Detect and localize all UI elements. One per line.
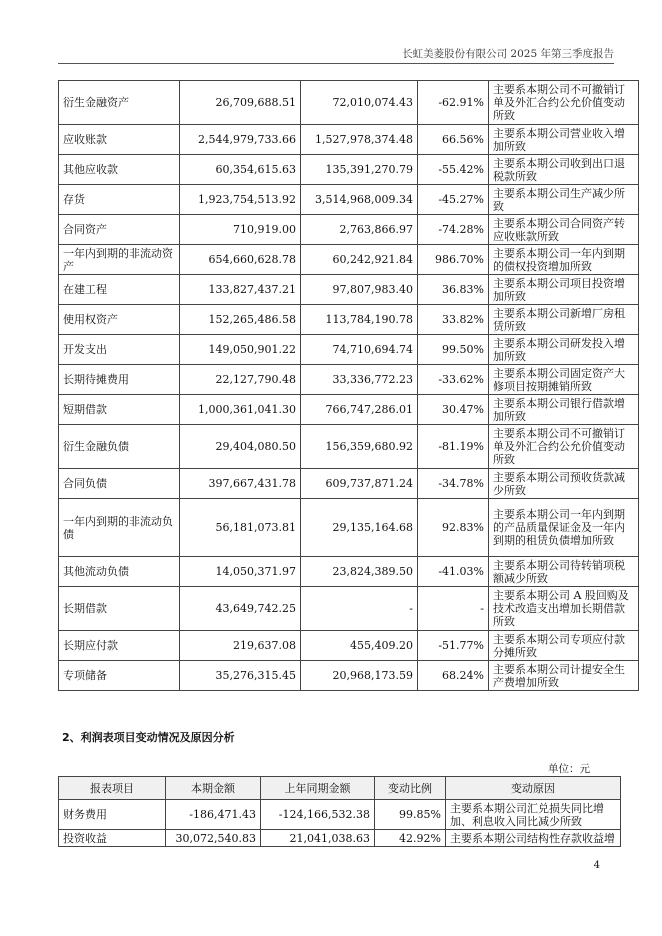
cell-prior: 74,710,694.74 [301, 335, 418, 365]
header-current: 本期金额 [166, 777, 261, 800]
cell-change: 36.83% [418, 275, 489, 305]
header-divider [58, 63, 614, 64]
cell-item: 短期借款 [59, 395, 180, 425]
cell-reason: 主要系本期公司项目投资增加所致 [489, 275, 639, 305]
cell-item: 其他应收款 [59, 155, 180, 185]
table-row [59, 587, 639, 631]
header-change: 变动比例 [375, 777, 446, 800]
page-number: 4 [593, 860, 600, 871]
cell-prior: 609,737,871.24 [301, 469, 418, 499]
header-prior: 上年同期金额 [261, 777, 375, 800]
cell-reason: 主要系本期公司研发投入增加所致 [489, 335, 639, 365]
cell-prior: 766,747,286.01 [301, 395, 418, 425]
cell-current: -186,471.43 [166, 800, 261, 830]
cell-item: 使用权资产 [59, 305, 180, 335]
cell-item: 开发支出 [59, 335, 180, 365]
cell-prior: 23,824,389.50 [301, 557, 418, 587]
cell-current: 2,544,979,733.66 [180, 125, 301, 155]
cell-current: 149,050,901.22 [180, 335, 301, 365]
cell-reason: 主要系本期公司结构性存款收益增 [446, 830, 621, 847]
cell-reason: 主要系本期公司一年内到期的产品质量保证金及一年内到期的租赁负债增加所致 [489, 499, 639, 557]
cell-prior: 72,010,074.43 [301, 81, 418, 125]
cell-item: 财务费用 [59, 800, 166, 830]
header-item: 报表项目 [59, 777, 166, 800]
cell-item: 其他流动负债 [59, 557, 180, 587]
cell-reason: 主要系本期公司营业收入增加所致 [489, 125, 639, 155]
cell-item: 衍生金融负债 [59, 425, 180, 469]
cell-current: 710,919.00 [180, 215, 301, 245]
cell-item: 一年内到期的非流动负债 [59, 499, 180, 557]
cell-current: 397,667,431.78 [180, 469, 301, 499]
table-row [59, 365, 639, 395]
table-row [59, 155, 639, 185]
cell-change: 30.47% [418, 395, 489, 425]
cell-change: 68.24% [418, 661, 489, 691]
table-row [59, 245, 639, 275]
cell-change: 42.92% [375, 830, 446, 847]
cell-change: 33.82% [418, 305, 489, 335]
cell-reason: 主要系本期公司不可撤销订单及外汇合约公允价值变动所致 [489, 425, 639, 469]
table-row [59, 185, 639, 215]
cell-prior: 60,242,921.84 [301, 245, 418, 275]
cell-current: 1,000,361,041.30 [180, 395, 301, 425]
cell-current: 14,050,371.97 [180, 557, 301, 587]
table-row [59, 215, 639, 245]
unit-label: 单位：元 [548, 763, 590, 775]
cell-prior: -124,166,532.38 [261, 800, 375, 830]
table-row [59, 335, 639, 365]
cell-change: -33.62% [418, 365, 489, 395]
cell-prior: 97,807,983.40 [301, 275, 418, 305]
cell-prior: 156,359,680.92 [301, 425, 418, 469]
cell-change: - [418, 587, 489, 631]
table-row [59, 830, 621, 847]
cell-change: -81.19% [418, 425, 489, 469]
cell-reason: 主要系本期公司生产减少所致 [489, 185, 639, 215]
table-row [59, 499, 639, 557]
cell-reason: 主要系本期公司合同资产转应收账款所致 [489, 215, 639, 245]
table-row [59, 395, 639, 425]
cell-prior: 33,336,772.23 [301, 365, 418, 395]
cell-current: 1,923,754,513.92 [180, 185, 301, 215]
cell-reason: 主要系本期公司一年内到期的债权投资增加所致 [489, 245, 639, 275]
income-statement-changes-table [58, 776, 621, 847]
cell-prior: 455,409.20 [301, 631, 418, 661]
cell-reason: 主要系本期公司汇兑损失同比增加、利息收入同比减少所致 [446, 800, 621, 830]
cell-reason: 主要系本期公司不可撤销订单及外汇合约公允价值变动所致 [489, 81, 639, 125]
cell-item: 长期应付款 [59, 631, 180, 661]
cell-prior: - [301, 587, 418, 631]
cell-current: 26,709,688.51 [180, 81, 301, 125]
cell-reason: 主要系本期公司待转销项税额减少所致 [489, 557, 639, 587]
cell-prior: 3,514,968,009.34 [301, 185, 418, 215]
table-row [59, 305, 639, 335]
cell-change: 986.70% [418, 245, 489, 275]
table-row [59, 469, 639, 499]
cell-item: 合同资产 [59, 215, 180, 245]
cell-prior: 135,391,270.79 [301, 155, 418, 185]
cell-change: -62.91% [418, 81, 489, 125]
cell-current: 22,127,790.48 [180, 365, 301, 395]
cell-change: 99.85% [375, 800, 446, 830]
cell-prior: 29,135,164.68 [301, 499, 418, 557]
cell-change: 66.56% [418, 125, 489, 155]
cell-current: 152,265,486.58 [180, 305, 301, 335]
cell-current: 219,637.08 [180, 631, 301, 661]
cell-change: -45.27% [418, 185, 489, 215]
table-row [59, 425, 639, 469]
cell-prior: 113,784,190.78 [301, 305, 418, 335]
cell-prior: 2,763,866.97 [301, 215, 418, 245]
cell-reason: 主要系本期公司收到出口退税款所致 [489, 155, 639, 185]
table-row [59, 275, 639, 305]
cell-item: 合同负债 [59, 469, 180, 499]
table-row [59, 661, 639, 691]
cell-item: 长期待摊费用 [59, 365, 180, 395]
cell-change: -74.28% [418, 215, 489, 245]
section-title-income-statement: 2、利润表项目变动情况及原因分析 [62, 731, 235, 744]
table-row [59, 125, 639, 155]
cell-change: 92.83% [418, 499, 489, 557]
report-header-title: 长虹美菱股份有限公司 2025 年第三季度报告 [402, 48, 614, 60]
table-row [59, 81, 639, 125]
cell-prior: 1,527,978,374.48 [301, 125, 418, 155]
cell-reason: 主要系本期公司计提安全生产费增加所致 [489, 661, 639, 691]
cell-item: 存货 [59, 185, 180, 215]
table-header-row [59, 777, 621, 800]
cell-change: -55.42% [418, 155, 489, 185]
table-row [59, 557, 639, 587]
cell-change: 99.50% [418, 335, 489, 365]
cell-reason: 主要系本期公司 A 股回购及技术改造支出增加长期借款所致 [489, 587, 639, 631]
cell-current: 43,649,742.25 [180, 587, 301, 631]
cell-reason: 主要系本期公司银行借款增加所致 [489, 395, 639, 425]
cell-prior: 20,968,173.59 [301, 661, 418, 691]
cell-current: 35,276,315.45 [180, 661, 301, 691]
cell-item: 长期借款 [59, 587, 180, 631]
cell-current: 56,181,073.81 [180, 499, 301, 557]
cell-item: 在建工程 [59, 275, 180, 305]
cell-current: 60,354,615.63 [180, 155, 301, 185]
cell-reason: 主要系本期公司新增厂房租赁所致 [489, 305, 639, 335]
table-row [59, 800, 621, 830]
cell-item: 应收账款 [59, 125, 180, 155]
cell-reason: 主要系本期公司预收货款减少所致 [489, 469, 639, 499]
cell-change: -51.77% [418, 631, 489, 661]
cell-item: 衍生金融资产 [59, 81, 180, 125]
cell-item: 一年内到期的非流动资产 [59, 245, 180, 275]
cell-current: 654,660,628.78 [180, 245, 301, 275]
cell-reason: 主要系本期公司专项应付款分摊所致 [489, 631, 639, 661]
cell-reason: 主要系本期公司固定资产大修项目按期摊销所致 [489, 365, 639, 395]
cell-change: -41.03% [418, 557, 489, 587]
cell-item: 投资收益 [59, 830, 166, 847]
cell-item: 专项储备 [59, 661, 180, 691]
cell-prior: 21,041,038.63 [261, 830, 375, 847]
balance-sheet-changes-table [58, 80, 639, 691]
cell-current: 30,072,540.83 [166, 830, 261, 847]
header-reason: 变动原因 [446, 777, 621, 800]
cell-current: 133,827,437.21 [180, 275, 301, 305]
cell-current: 29,404,080.50 [180, 425, 301, 469]
cell-change: -34.78% [418, 469, 489, 499]
table-row [59, 631, 639, 661]
